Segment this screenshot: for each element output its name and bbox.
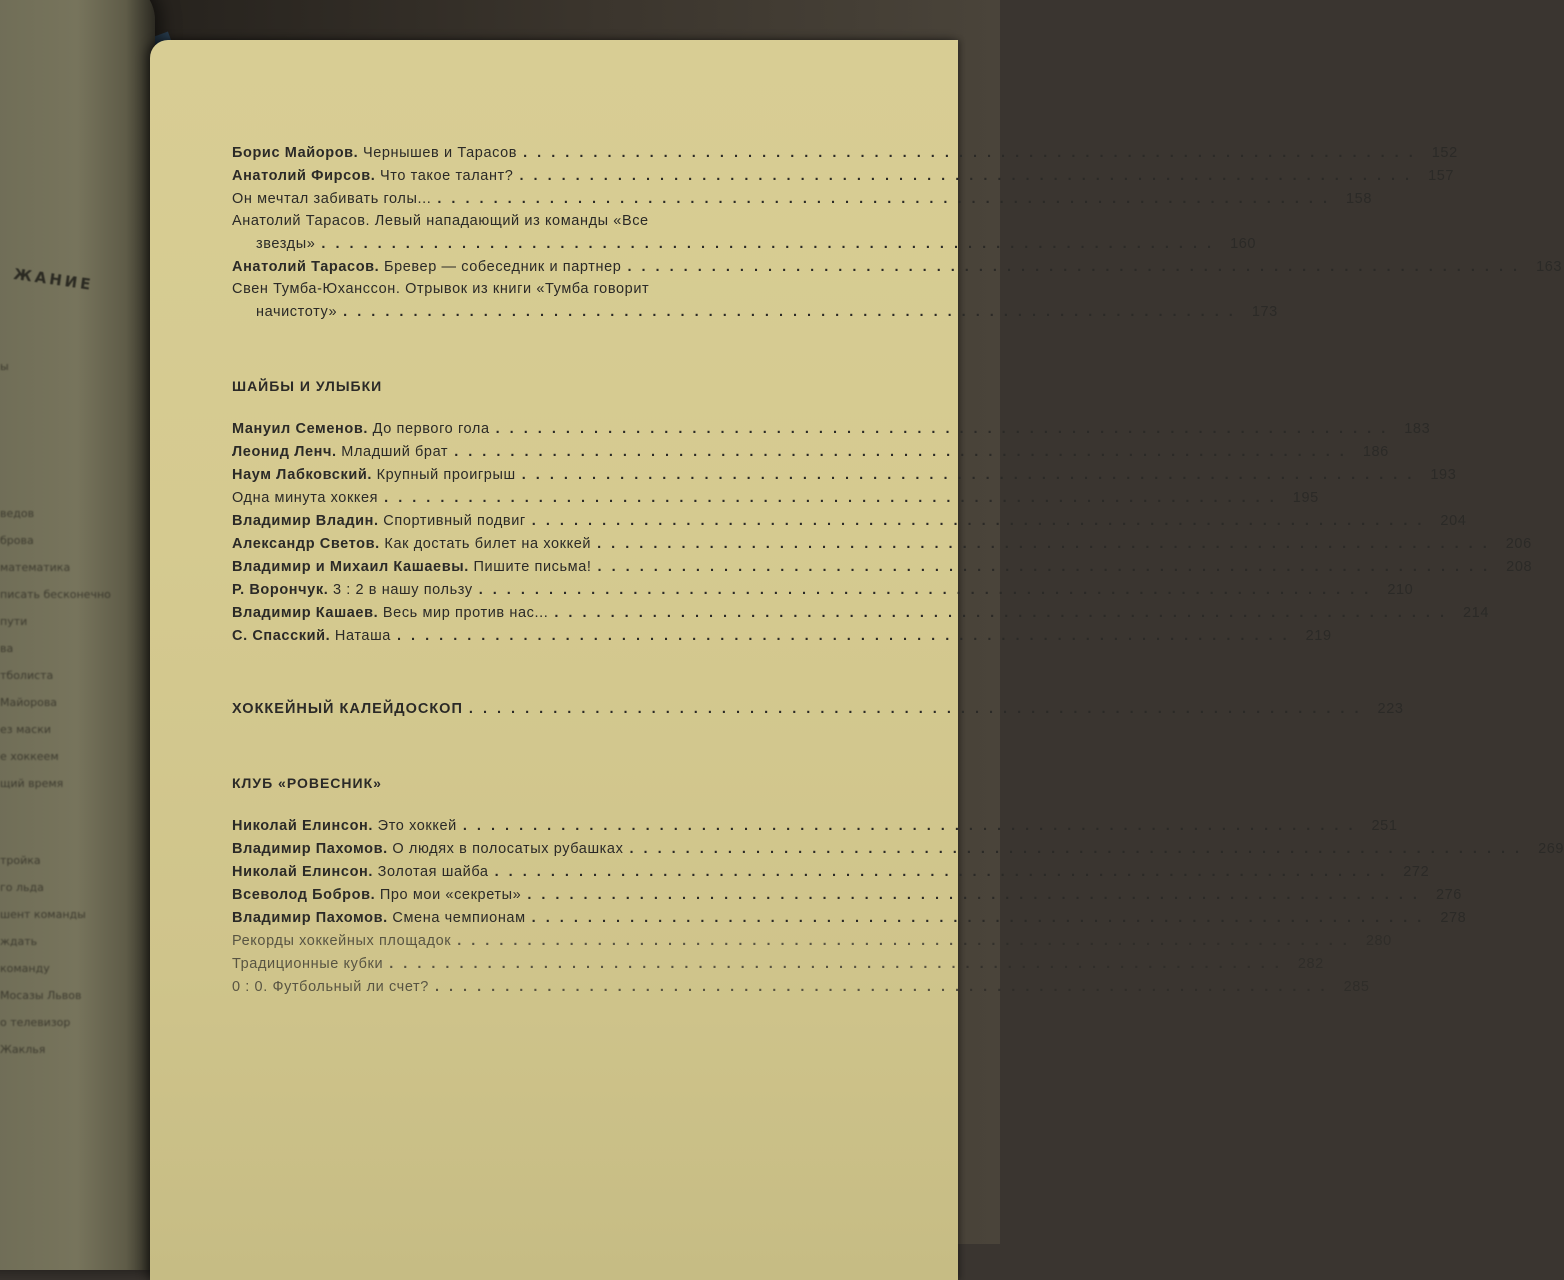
toc-author: Владимир Кашаев. (232, 605, 379, 621)
toc-leader (495, 864, 1388, 880)
toc-title: Традиционные кубки (232, 956, 384, 972)
left-page-heading: ЖАНИЕ (12, 265, 95, 295)
toc-title: Про мои «секреты» (379, 887, 522, 903)
toc-entry (232, 460, 1457, 483)
left-fragment: о телевизор (0, 1016, 71, 1029)
toc-entry (232, 621, 1332, 644)
toc-author: Борис Майоров. (232, 145, 359, 161)
toc-entry (232, 506, 1467, 529)
toc-title: О людях в полосатых рубашках (392, 841, 624, 857)
toc-page-number: 163 (1536, 259, 1563, 275)
left-fragment: ва (0, 642, 14, 655)
toc-title: До первого гола (372, 421, 490, 437)
toc-page-number: 282 (1297, 956, 1324, 972)
toc-title: Золотая шайба (377, 864, 489, 880)
toc-entry (232, 972, 1370, 995)
toc-page-number: 269 (1538, 841, 1564, 857)
toc-author: Мануил Семенов. (232, 421, 368, 437)
left-fragment: тройка (0, 854, 41, 867)
toc-leader (437, 191, 1330, 207)
toc-leader (523, 145, 1416, 161)
left-fragment: команду (0, 962, 50, 975)
toc-leader (454, 444, 1347, 460)
toc-title: Левый нападающий из команды «Все (374, 213, 649, 229)
toc-page-number: 183 (1404, 421, 1431, 437)
toc-page-number: 208 (1506, 559, 1533, 575)
left-fragment: е хоккеем (0, 750, 59, 763)
toc-page-number: 285 (1343, 979, 1370, 995)
toc-title: 0 : 0. Футбольный ли счет? (232, 979, 429, 995)
toc-page-number: 276 (1435, 887, 1462, 903)
toc-leader (479, 582, 1372, 598)
toc-leader (435, 979, 1328, 995)
left-page (0, 0, 155, 1270)
toc-leader (343, 304, 1236, 320)
toc-page-number: 214 (1463, 605, 1490, 621)
toc-author: Владимир Пахомов. (232, 910, 388, 926)
toc-leader (519, 168, 1412, 184)
left-fragment: щий время (0, 777, 64, 790)
toc-page-number: 206 (1505, 536, 1532, 552)
section-heading: КЛУБ «РОВЕСНИК» (232, 775, 382, 791)
toc-title-cont: начистоту» (256, 304, 338, 320)
left-fragment-spacer (0, 804, 170, 854)
toc-title: Смена чемпионам (392, 910, 526, 926)
toc-author: Александр Светов. (232, 536, 380, 552)
toc-author: Анатолий Тарасов. (232, 213, 371, 229)
toc-entry (232, 483, 1319, 506)
toc-entry (232, 275, 1278, 320)
toc-title: Он мечтал забивать голы... (232, 191, 432, 207)
toc-title: Как достать билет на хоккей (384, 536, 592, 552)
toc-page-number: 272 (1403, 864, 1430, 880)
toc-page-number: 152 (1431, 145, 1458, 161)
toc-title: Бревер — собеседник и партнер (383, 259, 622, 275)
left-fragment: ез маски (0, 723, 51, 736)
toc-leader (597, 536, 1490, 552)
toc-leader (389, 956, 1282, 972)
toc-page-number: 157 (1428, 168, 1455, 184)
toc-author: Свен Тумба-Юханссон. (232, 281, 401, 297)
toc-entry (232, 857, 1430, 880)
toc-author: Всеволод Бобров. (232, 887, 376, 903)
section-heading: ХОККЕЙНЫЙ КАЛЕЙДОСКОП (232, 701, 463, 717)
toc-title: Крупный проигрыш (376, 467, 516, 483)
toc-author: Николай Елинсон. (232, 818, 374, 834)
toc-page-number: 251 (1371, 818, 1398, 834)
toc-leader (463, 818, 1356, 834)
toc-page-number: 160 (1230, 236, 1257, 252)
toc-page-number: 193 (1430, 467, 1457, 483)
toc-entry (232, 207, 1257, 252)
toc-author: Николай Елинсон. (232, 864, 374, 880)
toc-author: Р. Ворончук. (232, 582, 329, 598)
toc-leader (384, 490, 1277, 506)
toc-title: Весь мир против нас... (382, 605, 549, 621)
toc-entry (232, 414, 1431, 437)
toc-entry (232, 252, 1563, 275)
left-fragment: ы (0, 360, 9, 373)
toc-leader (469, 701, 1362, 717)
left-fragment: тболиста (0, 669, 54, 682)
toc-leader (527, 887, 1420, 903)
table-of-contents (232, 138, 1564, 995)
toc-leader (554, 605, 1447, 621)
toc-page-number: 278 (1440, 910, 1467, 926)
toc-entry (232, 575, 1414, 598)
left-fragment: писать бесконечно (0, 588, 111, 601)
toc-entry (232, 529, 1532, 552)
toc-entry (232, 834, 1564, 857)
toc-title: Пишите письма! (473, 559, 592, 575)
toc-title: Наташа (334, 628, 391, 644)
left-fragment: пути (0, 615, 28, 628)
left-fragment: Майорова (0, 696, 58, 709)
toc-page-number: 158 (1346, 191, 1373, 207)
left-fragment: шент команды (0, 908, 86, 921)
toc-page-number: 223 (1377, 701, 1404, 717)
toc-title: 3 : 2 в нашу пользу (332, 582, 473, 598)
toc-title-cont: звезды» (256, 236, 316, 252)
toc-leader (496, 421, 1389, 437)
toc-page-number: 219 (1305, 628, 1332, 644)
left-fragment: Жаклья (0, 1043, 46, 1056)
toc-author: Анатолий Фирсов. (232, 168, 376, 184)
toc-leader (321, 236, 1214, 252)
section-heading: ШАЙБЫ И УЛЫБКИ (232, 378, 383, 394)
toc-entry (232, 880, 1462, 903)
toc-page-number: 195 (1292, 490, 1319, 506)
toc-page-number: 186 (1362, 444, 1389, 460)
toc-entry (232, 138, 1458, 161)
left-fragment: Мосазы Львов (0, 989, 82, 1002)
toc-title: Рекорды хоккейных площадок (232, 933, 452, 949)
left-fragment: брова (0, 534, 34, 547)
toc-author: С. Спасский. (232, 628, 331, 644)
toc-entry (232, 184, 1373, 207)
toc-author: Владимир и Михаил Кашаевы. (232, 559, 469, 575)
toc-section-entry (232, 694, 1404, 717)
toc-title: Одна минута хоккея (232, 490, 379, 506)
toc-author: Леонид Ленч. (232, 444, 337, 460)
toc-title: Отрывок из книги «Тумба говорит (405, 281, 650, 297)
toc-entry (232, 161, 1455, 184)
toc-title: Это хоккей (377, 818, 457, 834)
toc-page-number: 204 (1440, 513, 1467, 529)
toc-entry (232, 949, 1324, 972)
left-page-lines (0, 360, 170, 1070)
toc-entry (232, 598, 1490, 621)
left-fragment: ждать (0, 935, 38, 948)
left-fragment: математика (0, 561, 71, 574)
toc-leader (532, 513, 1425, 529)
toc-author: Анатолий Тарасов. (232, 259, 380, 275)
toc-author: Наум Лабковский. (232, 467, 372, 483)
toc-leader (627, 259, 1520, 275)
toc-page-number: 280 (1365, 933, 1392, 949)
toc-entry (232, 903, 1467, 926)
toc-leader (629, 841, 1522, 857)
left-fragment: ведов (0, 507, 35, 520)
toc-page-number: 173 (1251, 304, 1278, 320)
toc-title: Чернышев и Тарасов (362, 145, 518, 161)
toc-title: Что такое талант? (380, 168, 514, 184)
toc-entry (232, 552, 1533, 575)
toc-entry (232, 437, 1389, 460)
toc-entry (232, 811, 1398, 834)
toc-title: Младший брат (341, 444, 449, 460)
toc-page-number: 210 (1387, 582, 1414, 598)
toc-leader (397, 628, 1290, 644)
toc-author: Владимир Пахомов. (232, 841, 388, 857)
toc-entry (232, 926, 1392, 949)
left-fragment: го льда (0, 881, 44, 894)
left-fragment-spacer (0, 387, 170, 507)
toc-title: Спортивный подвиг (383, 513, 526, 529)
toc-author: Владимир Владин. (232, 513, 379, 529)
toc-leader (598, 559, 1491, 575)
toc-leader (522, 467, 1415, 483)
toc-leader (457, 933, 1350, 949)
toc-leader (532, 910, 1425, 926)
